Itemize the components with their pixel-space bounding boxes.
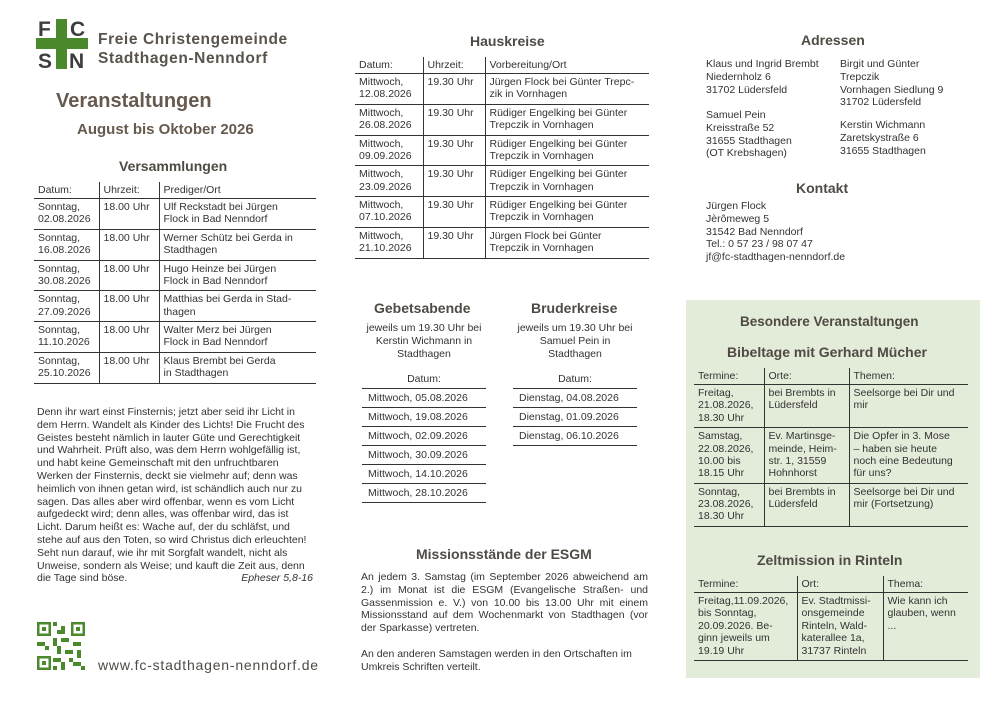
table-cell: Sonntag, 11.10.2026	[34, 322, 99, 353]
bible-text: Denn ihr wart einst Finsternis; jetzt aber seid ihr Licht in dem Herrn. Wandelt als Kinder des Lichts! Die Frucht des Geistes besteht nämlich in lauter Güte und Gerechtigkeit und Wahrheit. Prüft also, was dem Herrn wohlgefällig ist, und habt keine Gemeinschaft mit den unfruchtbaren Werken der Finsternis, deckt sie vielmehr auf; denn was heimlich von ihnen getan wird, ist schändlich auch nur zu sagen. Das alles aber wird offenbar, wenn es vom Licht aufgedeckt wird; denn alles, was offenbar wird, das ist Licht. Darum heißt es: Wache auf, der du schläfst, und stehe auf aus den Toten, so wird Christus dich erleuchten! Seht nun darauf, wie ihr mit Sorgfalt wandelt, nicht als Unweise, sondern als Weise; und kauft die Zeit aus, denn die Tage sind böse.	[37, 406, 307, 585]
list-item	[513, 389, 637, 408]
hauskreise-heading: Hauskreise	[470, 33, 545, 49]
table-row	[34, 352, 316, 383]
gebetsabende-intro: jeweils um 19.30 Uhr bei Kerstin Wichmann in Stadthagen	[366, 322, 482, 360]
table-cell: Sonntag, 16.08.2026	[34, 229, 99, 260]
hauskreise-table	[355, 57, 649, 259]
table-cell: Rüdiger Engelking bei Günter Trepczik in Vornhagen	[485, 197, 649, 228]
table-row	[34, 229, 316, 260]
org-line-1: Freie Christengemeinde	[98, 31, 288, 48]
organization-name	[98, 30, 288, 69]
table-cell: 19.30 Uhr	[423, 197, 485, 228]
table-cell: 18.00 Uhr	[99, 291, 159, 322]
table-row	[34, 199, 316, 230]
column-header: Ort:	[797, 576, 883, 593]
table-cell: 19.30 Uhr	[423, 74, 485, 105]
logo-letter-n: N	[69, 50, 85, 69]
gebetsabende-heading: Gebetsabende	[374, 300, 471, 316]
list-item	[362, 427, 486, 446]
table-row	[694, 483, 968, 526]
table-cell: 19.30 Uhr	[423, 104, 485, 135]
column-header: Thema:	[883, 576, 968, 593]
page-title: Veranstaltungen	[56, 90, 212, 112]
list-item	[362, 389, 486, 408]
column-header: Orte:	[764, 368, 849, 385]
mission-paragraph-2: An den anderen Samstagen werden in den Ortschaften im Umkreis Schriften verteilt.	[361, 648, 632, 673]
date-item: Mittwoch, 19.08.2026	[362, 408, 486, 427]
date-item: Mittwoch, 02.09.2026	[362, 427, 486, 446]
table-cell: Sonntag, 23.08.2026, 18.30 Uhr	[694, 483, 764, 526]
table-cell: Mittwoch, 12.08.2026	[355, 74, 423, 105]
column-header: Datum:	[513, 370, 637, 389]
kontakt-heading: Kontakt	[796, 180, 849, 196]
date-item: Dienstag, 01.09.2026	[513, 408, 637, 427]
table-cell: Sonntag, 25.10.2026	[34, 352, 99, 383]
table-cell: Rüdiger Engelking bei Günter Trepczik in Vornhagen	[485, 166, 649, 197]
table-cell: 18.00 Uhr	[99, 322, 159, 353]
mission-heading: Missionsstände der ESGM	[416, 546, 592, 562]
list-item	[362, 465, 486, 484]
bible-reference: Epheser 5,8-16	[241, 572, 313, 585]
column-header: Datum:	[355, 57, 423, 74]
table-cell: 19.30 Uhr	[423, 166, 485, 197]
table-cell: 19.30 Uhr	[423, 135, 485, 166]
table-cell: bei Brembts in Lüdersfeld	[764, 385, 849, 428]
table-row	[694, 428, 968, 484]
table-row	[694, 385, 968, 428]
table-row	[355, 104, 649, 135]
table-cell: Hugo Heinze bei Jürgen Flock in Bad Nenndorf	[159, 260, 316, 291]
kontakt-details: Jürgen Flock Jèrômeweg 5 31542 Bad Nenndorf Tel.: 0 57 23 / 98 07 47 jf@fc-stadthagen-nenndorf.de	[706, 200, 846, 264]
address-trepczik: Birgit und Günter Trepczik Vornhagen Siedlung 9 31702 Lüdersfeld	[840, 58, 944, 109]
versammlungen-table	[34, 182, 316, 384]
date-item: Dienstag, 04.08.2026	[513, 389, 637, 408]
column-header: Themen:	[849, 368, 968, 385]
table-cell: Klaus Brembt bei Gerda in Stadthagen	[159, 352, 316, 383]
table-row	[34, 322, 316, 353]
table-cell: 18.00 Uhr	[99, 352, 159, 383]
date-item: Mittwoch, 28.10.2026	[362, 484, 486, 503]
table-cell: Walter Merz bei Jürgen Flock in Bad Nenndorf	[159, 322, 316, 353]
list-item	[513, 427, 637, 446]
table-row	[355, 166, 649, 197]
table-cell: Ev. Stadtmissi- onsgemeinde Rinteln, Wald- katerallee 1a, 31737 Rinteln	[797, 593, 883, 661]
table-cell: Mittwoch, 07.10.2026	[355, 197, 423, 228]
besondere-heading: Besondere Veranstaltungen	[740, 314, 919, 329]
logo-letter-c: C	[70, 19, 86, 41]
date-item: Dienstag, 06.10.2026	[513, 427, 637, 446]
table-cell: 18.00 Uhr	[99, 260, 159, 291]
table-cell: Ev. Martinsge- meinde, Heim- str. 1, 31559 Hohnhorst	[764, 428, 849, 484]
zeltmission-table	[694, 576, 968, 661]
table-cell: Freitag,11.09.2026, bis Sonntag, 20.09.2026. Be- ginn jeweils um 19.19 Uhr	[694, 593, 797, 661]
table-cell: Sonntag, 27.09.2026	[34, 291, 99, 322]
address-pein: Samuel Pein Kreisstraße 52 31655 Stadthagen (OT Krebshagen)	[706, 109, 792, 160]
logo-letter-f: F	[38, 19, 51, 41]
table-row	[34, 291, 316, 322]
column-header: Vorbereitung/Ort	[485, 57, 649, 74]
table-cell: Werner Schütz bei Gerda in Stadthagen	[159, 229, 316, 260]
table-cell: Sonntag, 30.08.2026	[34, 260, 99, 291]
table-cell: Seelsorge bei Dir und mir (Fortsetzung)	[849, 483, 968, 526]
mission-paragraph-1: An jedem 3. Samstag (im September 2026 abweichend am 2.) im Monat ist die ESGM (Evangelische Straßen- und Gassenmission e. V.) von 10.00 bis 13.00 Uhr mit einem Missionsstand auf dem Wochenmarkt von Stadthagen (vor der Sparkasse) vertreten.	[361, 571, 648, 635]
table-cell: 19.30 Uhr	[423, 227, 485, 258]
table-cell: Die Opfer in 3. Mose – haben sie heute noch eine Bedeutung für uns?	[849, 428, 968, 484]
bruderkreise-dates	[513, 370, 637, 446]
table-cell: 18.00 Uhr	[99, 229, 159, 260]
table-row	[355, 135, 649, 166]
page-subtitle: August bis Oktober 2026	[77, 121, 254, 138]
date-item: Mittwoch, 05.08.2026	[362, 389, 486, 408]
church-logo	[36, 19, 88, 69]
bruderkreise-intro: jeweils um 19.30 Uhr bei Samuel Pein in Stadthagen	[517, 322, 633, 360]
table-row	[355, 227, 649, 258]
table-cell: Jürgen Flock bei Günter Trepczik in Vornhagen	[485, 227, 649, 258]
gebetsabende-dates	[362, 370, 486, 503]
table-row	[355, 74, 649, 105]
qr-code	[37, 622, 85, 670]
bibeltage-heading: Bibeltage mit Gerhard Mücher	[727, 344, 927, 360]
table-cell: 18.00 Uhr	[99, 199, 159, 230]
table-cell: Matthias bei Gerda in Stad- thagen	[159, 291, 316, 322]
list-item	[362, 484, 486, 503]
date-item: Mittwoch, 30.09.2026	[362, 446, 486, 465]
table-row	[34, 260, 316, 291]
table-cell: Mittwoch, 21.10.2026	[355, 227, 423, 258]
bibeltage-table	[694, 368, 968, 527]
website-url[interactable]: www.fc-stadthagen-nenndorf.de	[98, 657, 319, 673]
column-header: Termine:	[694, 368, 764, 385]
column-header: Datum:	[362, 370, 486, 389]
zeltmission-heading: Zeltmission in Rinteln	[757, 552, 903, 568]
table-cell: Rüdiger Engelking bei Günter Trepczik in Vornhagen	[485, 104, 649, 135]
table-cell: Sonntag, 02.08.2026	[34, 199, 99, 230]
versammlungen-heading: Versammlungen	[119, 158, 228, 174]
table-row	[355, 197, 649, 228]
column-header: Uhrzeit:	[99, 182, 159, 199]
date-item: Mittwoch, 14.10.2026	[362, 465, 486, 484]
column-header: Prediger/Ort	[159, 182, 316, 199]
list-item	[513, 408, 637, 427]
address-wichmann: Kerstin Wichmann Zaretskystraße 6 31655 Stadthagen	[840, 119, 926, 157]
column-header: Uhrzeit:	[423, 57, 485, 74]
bruderkreise-heading: Bruderkreise	[531, 300, 618, 316]
logo-letter-s: S	[38, 50, 53, 69]
bible-quote	[37, 406, 313, 585]
table-cell: Freitag, 21.08.2026, 18.30 Uhr	[694, 385, 764, 428]
column-header: Datum:	[34, 182, 99, 199]
address-brembt: Klaus und Ingrid Brembt Niedernholz 6 31702 Lüdersfeld	[706, 58, 819, 96]
list-item	[362, 408, 486, 427]
table-cell: Rüdiger Engelking bei Günter Trepczik in Vornhagen	[485, 135, 649, 166]
table-cell: Wie kann ich glauben, wenn ...	[883, 593, 968, 661]
table-cell: Mittwoch, 23.09.2026	[355, 166, 423, 197]
table-cell: Mittwoch, 26.08.2026	[355, 104, 423, 135]
column-header: Termine:	[694, 576, 797, 593]
table-cell: bei Brembts in Lüdersfeld	[764, 483, 849, 526]
adressen-heading: Adressen	[801, 32, 865, 48]
table-row	[694, 593, 968, 661]
table-cell: Mittwoch, 09.09.2026	[355, 135, 423, 166]
list-item	[362, 446, 486, 465]
org-line-2: Stadthagen-Nenndorf	[98, 50, 268, 68]
table-cell: Ulf Reckstadt bei Jürgen Flock in Bad Nenndorf	[159, 199, 316, 230]
table-cell: Jürgen Flock bei Günter Trepc- zik in Vornhagen	[485, 74, 649, 105]
table-cell: Seelsorge bei Dir und mir	[849, 385, 968, 428]
table-cell: Samstag, 22.08.2026, 10.00 bis 18.15 Uhr	[694, 428, 764, 484]
